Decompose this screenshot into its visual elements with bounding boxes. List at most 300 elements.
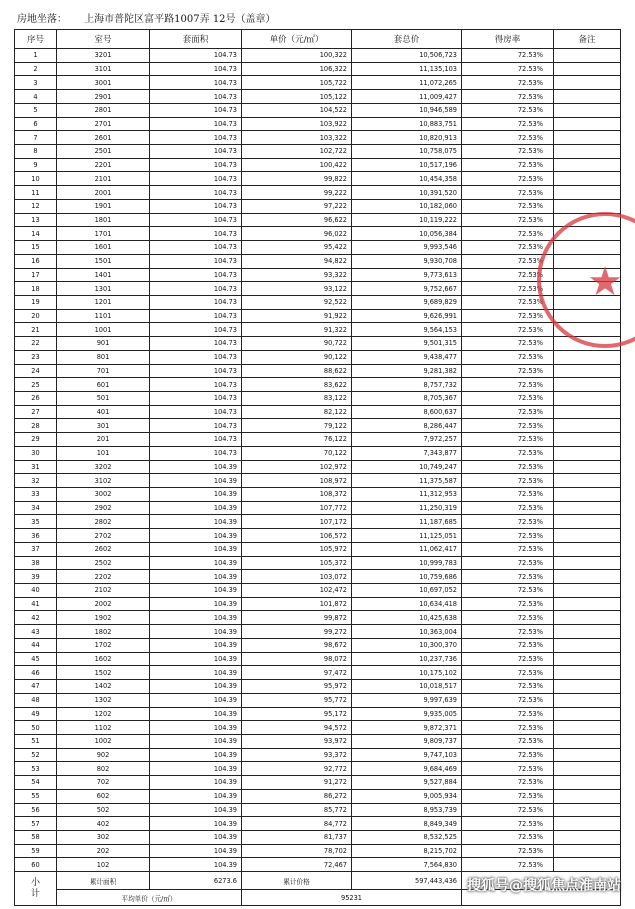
efficiency-rate: 72.53% — [462, 350, 554, 364]
unit-number: 1602 — [57, 652, 150, 666]
unit-area: 104.73 — [150, 419, 242, 433]
row-index: 14 — [15, 227, 57, 241]
unit-area: 104.39 — [150, 474, 242, 488]
unit-price: 100,322 — [242, 49, 352, 63]
row-index: 4 — [15, 90, 57, 104]
unit-area: 104.39 — [150, 638, 242, 652]
remarks — [554, 762, 621, 776]
unit-number: 1802 — [57, 625, 150, 639]
row-index: 23 — [15, 350, 57, 364]
table-row — [15, 131, 621, 145]
unit-area: 104.39 — [150, 734, 242, 748]
unit-price: 99,872 — [242, 611, 352, 625]
efficiency-rate: 72.53% — [462, 62, 554, 76]
unit-number: 502 — [57, 803, 150, 817]
row-index: 56 — [15, 803, 57, 817]
table-row — [15, 309, 621, 323]
unit-price: 86,272 — [242, 789, 352, 803]
remarks — [554, 707, 621, 721]
remarks — [554, 597, 621, 611]
row-index: 35 — [15, 515, 57, 529]
total-price: 11,187,685 — [352, 515, 462, 529]
table-row — [15, 570, 621, 584]
efficiency-rate: 72.53% — [462, 186, 554, 200]
total-price: 11,375,587 — [352, 474, 462, 488]
total-price: 10,758,075 — [352, 145, 462, 159]
table-row — [15, 158, 621, 172]
unit-area: 104.73 — [150, 131, 242, 145]
row-index: 60 — [15, 858, 57, 872]
efficiency-rate: 72.53% — [462, 241, 554, 255]
unit-number: 2602 — [57, 542, 150, 556]
table-row — [15, 117, 621, 131]
total-area-value: 6273.6 — [150, 872, 242, 890]
efficiency-rate: 72.53% — [462, 597, 554, 611]
remarks — [554, 103, 621, 117]
unit-area: 104.39 — [150, 858, 242, 872]
unit-area: 104.39 — [150, 817, 242, 831]
unit-number: 2202 — [57, 570, 150, 584]
remarks — [554, 693, 621, 707]
remarks — [554, 748, 621, 762]
unit-price: 76,122 — [242, 433, 352, 447]
row-index: 5 — [15, 103, 57, 117]
row-index: 34 — [15, 501, 57, 515]
remarks — [554, 734, 621, 748]
remarks — [554, 680, 621, 694]
remarks — [554, 241, 621, 255]
unit-number: 2501 — [57, 145, 150, 159]
unit-number: 1102 — [57, 721, 150, 735]
unit-price: 70,122 — [242, 446, 352, 460]
row-index: 41 — [15, 597, 57, 611]
efficiency-rate: 72.53% — [462, 844, 554, 858]
row-index: 54 — [15, 776, 57, 790]
total-area-label: 累计面积 — [57, 872, 150, 890]
total-price: 10,182,060 — [352, 199, 462, 213]
unit-number: 1601 — [57, 241, 150, 255]
total-price: 9,438,477 — [352, 350, 462, 364]
unit-number: 1902 — [57, 611, 150, 625]
efficiency-rate: 72.53% — [462, 625, 554, 639]
unit-price: 104,522 — [242, 103, 352, 117]
unit-number: 901 — [57, 337, 150, 351]
efficiency-rate: 72.53% — [462, 419, 554, 433]
remarks — [554, 611, 621, 625]
remarks — [554, 529, 621, 543]
row-index: 47 — [15, 680, 57, 694]
unit-price: 72,467 — [242, 858, 352, 872]
unit-price: 90,122 — [242, 350, 352, 364]
unit-price: 95,172 — [242, 707, 352, 721]
row-index: 15 — [15, 241, 57, 255]
efficiency-rate: 72.53% — [462, 213, 554, 227]
efficiency-rate: 72.53% — [462, 446, 554, 460]
unit-number: 2901 — [57, 90, 150, 104]
table-row — [15, 707, 621, 721]
total-price: 9,872,371 — [352, 721, 462, 735]
total-price: 9,993,546 — [352, 241, 462, 255]
table-row — [15, 776, 621, 790]
unit-number: 602 — [57, 789, 150, 803]
row-index: 1 — [15, 49, 57, 63]
table-row — [15, 515, 621, 529]
total-price: 9,527,884 — [352, 776, 462, 790]
unit-area: 104.39 — [150, 501, 242, 515]
table-row — [15, 734, 621, 748]
remarks — [554, 158, 621, 172]
row-index: 30 — [15, 446, 57, 460]
unit-area: 104.73 — [150, 323, 242, 337]
unit-number: 2601 — [57, 131, 150, 145]
unit-area: 104.73 — [150, 117, 242, 131]
table-row — [15, 350, 621, 364]
unit-price: 94,822 — [242, 254, 352, 268]
total-price: 11,312,953 — [352, 488, 462, 502]
table-row — [15, 62, 621, 76]
row-index: 31 — [15, 460, 57, 474]
seal-star: ★ — [587, 259, 623, 305]
unit-number: 2201 — [57, 158, 150, 172]
unit-number: 2102 — [57, 584, 150, 598]
remarks — [554, 803, 621, 817]
unit-area: 104.73 — [150, 103, 242, 117]
remarks — [554, 721, 621, 735]
efficiency-rate: 72.53% — [462, 391, 554, 405]
remarks — [554, 213, 621, 227]
total-price: 8,600,637 — [352, 405, 462, 419]
unit-number: 1702 — [57, 638, 150, 652]
remarks — [554, 830, 621, 844]
unit-area: 104.39 — [150, 830, 242, 844]
remarks — [554, 584, 621, 598]
efficiency-rate: 72.53% — [462, 282, 554, 296]
unit-price: 97,472 — [242, 666, 352, 680]
total-price: 9,689,829 — [352, 295, 462, 309]
unit-price: 100,422 — [242, 158, 352, 172]
unit-price: 105,122 — [242, 90, 352, 104]
efficiency-rate: 72.53% — [462, 501, 554, 515]
unit-price: 96,022 — [242, 227, 352, 241]
unit-price: 107,172 — [242, 515, 352, 529]
table-row — [15, 844, 621, 858]
efficiency-rate: 72.53% — [462, 762, 554, 776]
unit-area: 104.39 — [150, 652, 242, 666]
row-index: 28 — [15, 419, 57, 433]
unit-number: 801 — [57, 350, 150, 364]
efficiency-rate: 72.53% — [462, 323, 554, 337]
unit-area: 104.73 — [150, 433, 242, 447]
efficiency-rate: 72.53% — [462, 638, 554, 652]
unit-number: 1302 — [57, 693, 150, 707]
row-index: 13 — [15, 213, 57, 227]
efficiency-rate: 72.53% — [462, 515, 554, 529]
unit-price: 84,772 — [242, 817, 352, 831]
row-index: 33 — [15, 488, 57, 502]
unit-price: 102,722 — [242, 145, 352, 159]
table-row — [15, 652, 621, 666]
unit-number: 1501 — [57, 254, 150, 268]
unit-price: 106,572 — [242, 529, 352, 543]
unit-number: 1202 — [57, 707, 150, 721]
unit-price: 103,072 — [242, 570, 352, 584]
unit-area: 104.73 — [150, 309, 242, 323]
unit-area: 104.39 — [150, 584, 242, 598]
table-row — [15, 419, 621, 433]
unit-area: 104.39 — [150, 515, 242, 529]
unit-price: 99,222 — [242, 186, 352, 200]
avg-price-value: 95231 — [242, 890, 462, 906]
remarks — [554, 858, 621, 872]
unit-price: 88,622 — [242, 364, 352, 378]
unit-number: 3101 — [57, 62, 150, 76]
unit-price: 93,322 — [242, 268, 352, 282]
table-row — [15, 199, 621, 213]
unit-area: 104.39 — [150, 556, 242, 570]
table-row — [15, 90, 621, 104]
total-price: 7,343,877 — [352, 446, 462, 460]
table-row — [15, 474, 621, 488]
total-price: 10,634,418 — [352, 597, 462, 611]
efficiency-rate: 72.53% — [462, 309, 554, 323]
total-price: 10,749,247 — [352, 460, 462, 474]
unit-number: 3002 — [57, 488, 150, 502]
row-index: 27 — [15, 405, 57, 419]
row-index: 2 — [15, 62, 57, 76]
unit-number: 1201 — [57, 295, 150, 309]
unit-number: 2002 — [57, 597, 150, 611]
remarks — [554, 76, 621, 90]
total-price: 10,820,913 — [352, 131, 462, 145]
remarks — [554, 295, 621, 309]
efficiency-rate: 72.53% — [462, 76, 554, 90]
total-price: 11,062,417 — [352, 542, 462, 556]
row-index: 45 — [15, 652, 57, 666]
efficiency-rate: 72.53% — [462, 693, 554, 707]
table-row — [15, 172, 621, 186]
unit-price: 95,972 — [242, 680, 352, 694]
efficiency-rate: 72.53% — [462, 364, 554, 378]
unit-price: 101,872 — [242, 597, 352, 611]
remarks — [554, 474, 621, 488]
efficiency-rate: 72.53% — [462, 529, 554, 543]
efficiency-rate: 72.53% — [462, 776, 554, 790]
table-row — [15, 858, 621, 872]
table-row — [15, 460, 621, 474]
efficiency-rate: 72.53% — [462, 858, 554, 872]
unit-area: 104.73 — [150, 227, 242, 241]
row-index: 11 — [15, 186, 57, 200]
remarks — [554, 460, 621, 474]
efficiency-rate: 72.53% — [462, 268, 554, 282]
unit-price: 83,122 — [242, 391, 352, 405]
table-row — [15, 405, 621, 419]
table-row — [15, 693, 621, 707]
unit-area: 104.73 — [150, 76, 242, 90]
remarks — [554, 542, 621, 556]
efficiency-rate: 72.53% — [462, 803, 554, 817]
unit-price: 93,372 — [242, 748, 352, 762]
unit-price: 107,772 — [242, 501, 352, 515]
col-header-unit-price: 单价（元/㎡） — [242, 30, 352, 49]
unit-number: 3102 — [57, 474, 150, 488]
remarks — [554, 378, 621, 392]
unit-area: 104.39 — [150, 666, 242, 680]
unit-number: 101 — [57, 446, 150, 460]
row-index: 16 — [15, 254, 57, 268]
row-index: 49 — [15, 707, 57, 721]
total-price: 10,175,102 — [352, 666, 462, 680]
unit-price: 105,722 — [242, 76, 352, 90]
row-index: 22 — [15, 337, 57, 351]
total-price: 9,997,639 — [352, 693, 462, 707]
remarks — [554, 652, 621, 666]
total-price: 8,215,702 — [352, 844, 462, 858]
unit-area: 104.39 — [150, 611, 242, 625]
unit-area: 104.73 — [150, 49, 242, 63]
efficiency-rate: 72.53% — [462, 199, 554, 213]
row-index: 58 — [15, 830, 57, 844]
efficiency-rate: 72.53% — [462, 817, 554, 831]
location-address: 上海市普陀区富平路1007弄 12号（盖章） — [84, 14, 276, 25]
row-index: 59 — [15, 844, 57, 858]
total-price: 9,564,153 — [352, 323, 462, 337]
remarks — [554, 364, 621, 378]
unit-area: 104.39 — [150, 844, 242, 858]
col-header-area: 套面积 — [150, 30, 242, 49]
unit-number: 201 — [57, 433, 150, 447]
unit-number: 1301 — [57, 282, 150, 296]
unit-area: 104.39 — [150, 762, 242, 776]
row-index: 10 — [15, 172, 57, 186]
efficiency-rate: 72.53% — [462, 570, 554, 584]
unit-price: 94,572 — [242, 721, 352, 735]
total-price: 9,930,708 — [352, 254, 462, 268]
table-row — [15, 830, 621, 844]
unit-number: 202 — [57, 844, 150, 858]
table-row — [15, 186, 621, 200]
unit-price: 83,622 — [242, 378, 352, 392]
unit-area: 104.39 — [150, 542, 242, 556]
total-price: 10,119,222 — [352, 213, 462, 227]
unit-price: 105,372 — [242, 556, 352, 570]
table-row — [15, 666, 621, 680]
unit-area: 104.73 — [150, 254, 242, 268]
remarks — [554, 186, 621, 200]
total-price-label: 累计价格 — [242, 872, 352, 890]
unit-price: 102,472 — [242, 584, 352, 598]
unit-area: 104.73 — [150, 295, 242, 309]
unit-number: 3001 — [57, 76, 150, 90]
unit-area: 104.73 — [150, 364, 242, 378]
table-row — [15, 364, 621, 378]
unit-price: 99,822 — [242, 172, 352, 186]
row-index: 32 — [15, 474, 57, 488]
watermark: 搜狐号@搜狐焦点淮南站 — [467, 878, 621, 894]
row-index: 48 — [15, 693, 57, 707]
unit-area: 104.39 — [150, 597, 242, 611]
unit-area: 104.39 — [150, 721, 242, 735]
row-index: 53 — [15, 762, 57, 776]
unit-price: 91,272 — [242, 776, 352, 790]
total-price: 8,849,349 — [352, 817, 462, 831]
unit-number: 401 — [57, 405, 150, 419]
total-price: 10,454,358 — [352, 172, 462, 186]
row-index: 51 — [15, 734, 57, 748]
unit-area: 104.39 — [150, 680, 242, 694]
unit-area: 104.73 — [150, 186, 242, 200]
unit-number: 902 — [57, 748, 150, 762]
table-row — [15, 817, 621, 831]
unit-price: 82,122 — [242, 405, 352, 419]
table-row — [15, 638, 621, 652]
total-price: 8,757,732 — [352, 378, 462, 392]
total-price: 7,972,257 — [352, 433, 462, 447]
row-index: 36 — [15, 529, 57, 543]
col-header-efficiency: 得房率 — [462, 30, 554, 49]
unit-area: 104.73 — [150, 282, 242, 296]
table-row — [15, 378, 621, 392]
efficiency-rate: 72.53% — [462, 103, 554, 117]
efficiency-rate: 72.53% — [462, 295, 554, 309]
efficiency-rate: 72.53% — [462, 378, 554, 392]
remarks — [554, 131, 621, 145]
unit-number: 1801 — [57, 213, 150, 227]
unit-price: 106,322 — [242, 62, 352, 76]
table-row — [15, 542, 621, 556]
unit-number: 1402 — [57, 680, 150, 694]
unit-number: 1001 — [57, 323, 150, 337]
total-price: 9,281,382 — [352, 364, 462, 378]
unit-area: 104.73 — [150, 391, 242, 405]
table-row — [15, 501, 621, 515]
unit-price: 92,772 — [242, 762, 352, 776]
total-price: 8,532,525 — [352, 830, 462, 844]
total-price: 10,300,370 — [352, 638, 462, 652]
row-index: 26 — [15, 391, 57, 405]
row-index: 8 — [15, 145, 57, 159]
unit-price: 93,122 — [242, 282, 352, 296]
unit-area: 104.39 — [150, 707, 242, 721]
remarks — [554, 199, 621, 213]
unit-price: 108,972 — [242, 474, 352, 488]
total-price: 8,705,367 — [352, 391, 462, 405]
table-row — [15, 446, 621, 460]
unit-number: 702 — [57, 776, 150, 790]
efficiency-rate: 72.53% — [462, 145, 554, 159]
unit-number: 701 — [57, 364, 150, 378]
table-row — [15, 625, 621, 639]
unit-price: 85,772 — [242, 803, 352, 817]
total-price: 11,125,051 — [352, 529, 462, 543]
unit-price: 92,522 — [242, 295, 352, 309]
table-row — [15, 254, 621, 268]
efficiency-rate: 72.53% — [462, 488, 554, 502]
remarks — [554, 337, 621, 351]
price-list-table — [14, 29, 621, 906]
unit-number: 3202 — [57, 460, 150, 474]
table-row — [15, 597, 621, 611]
row-index: 39 — [15, 570, 57, 584]
total-price: 10,759,686 — [352, 570, 462, 584]
unit-area: 104.73 — [150, 172, 242, 186]
unit-number: 2701 — [57, 117, 150, 131]
unit-area: 104.73 — [150, 350, 242, 364]
unit-number: 1101 — [57, 309, 150, 323]
table-row — [15, 241, 621, 255]
table-row — [15, 103, 621, 117]
total-price: 10,946,589 — [352, 103, 462, 117]
